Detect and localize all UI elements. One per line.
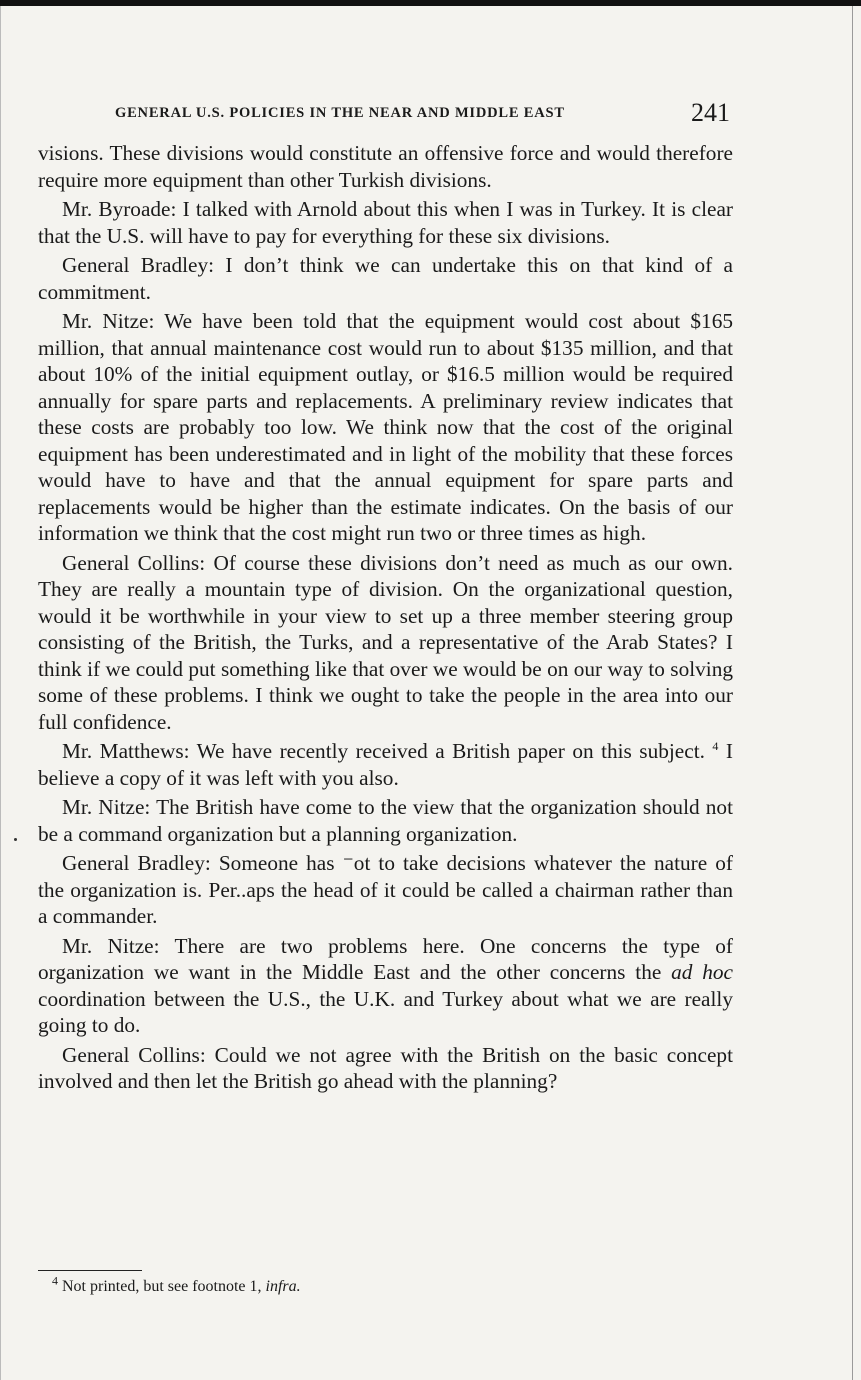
speaker-name: General Collins: (62, 1042, 206, 1067)
speaker-name: Mr. Nitze: (62, 309, 155, 333)
paragraph (38, 933, 733, 1039)
footnote-reference[interactable]: 4 (712, 738, 719, 753)
paragraph (38, 550, 733, 736)
paragraph-text: visions. These divisions would constitute an offensive force and would therefore require more equipment than other Turkish divisions. (38, 141, 733, 192)
footnote (52, 1273, 301, 1298)
footnote-text: Not printed, but see footnote 1, (62, 1278, 262, 1295)
paragraph (38, 1042, 733, 1095)
paragraph-text: Someone has ⁻ot to take decisions whatever the nature of the organization is. Per..aps the head of it could be called a chairman rather than a commander. (38, 851, 733, 928)
paragraph-text: I talked with Arnold about this when I was in Turkey. It is clear that the U.S. will have to pay for everything for these six divisions. (38, 197, 733, 248)
paragraph (38, 738, 733, 791)
paragraph-continuation (38, 140, 733, 193)
paragraph (38, 252, 733, 305)
paragraph-text: I believe a copy of it was left with you also. (38, 739, 733, 790)
paragraph-text: I don’t think we can undertake this on that kind of a commitment. (38, 253, 733, 304)
speaker-name: Mr. Byroade: (62, 197, 177, 221)
paragraph-text: The British have come to the view that the organization should not be a command organization but a planning organization. (38, 795, 733, 846)
speaker-name: General Collins: (62, 550, 206, 575)
body-text (38, 140, 733, 1098)
running-head (115, 98, 735, 130)
paragraph (38, 196, 733, 249)
paragraph-text: We have been told that the equipment would cost about $165 million, that annual maintenance cost would run to about $135 million, and that about 10% of the initial equipment outlay, or $16.5 million would be required annually for spare parts and replacements. A preliminary review indicates that these costs are probably too low. We think now that the cost of the original equipment has been underestimated and in light of the mobility that these forces would have to have and that the annual equipment for spare parts and replacements would be higher than the estimate indicates. On the basis of our information we think that the cost might run two or three times as high. (38, 309, 733, 545)
page-number: 241 (691, 98, 730, 127)
left-scan-edge (0, 6, 1, 1380)
paragraph-text: Could we not agree with the British on the basic concept involved and then let the British go ahead with the planning? (38, 1042, 733, 1093)
right-scan-edge (852, 6, 853, 1380)
speaker-name: Mr. Nitze: (62, 933, 160, 958)
footnote-divider (38, 1270, 142, 1271)
top-scan-edge (0, 0, 861, 6)
footnote-italic: infra. (265, 1278, 301, 1295)
paragraph-text: We have recently received a British paper on this subject. (196, 739, 705, 763)
paragraph (38, 794, 733, 847)
paragraph-text: Of course these divisions don’t need as much as our own. They are really a mountain type of division. On the organizational question, would it be worthwhile in your view to set up a three member steering group consisting of the British, the Turks, and a representative of the Arab States? I think if we could put something like that over we would be on our way to solving some of these problems. I think we ought to take the people in the area into our full confidence. (38, 550, 733, 734)
italic-term: ad hoc (671, 960, 734, 984)
paragraph (38, 308, 733, 547)
footnote-mark: 4 (52, 1273, 58, 1288)
paragraph (38, 850, 733, 930)
running-title: GENERAL U.S. POLICIES IN THE NEAR AND MIDDLE EAST (115, 105, 565, 121)
speaker-name: Mr. Nitze: (62, 795, 151, 819)
scan-speck (14, 838, 17, 841)
paragraph-text: There are two problems here. One concerns the type of organization we want in the Middle East and the other concerns the (38, 933, 733, 984)
speaker-name: Mr. Matthews: (62, 739, 190, 763)
speaker-name: General Bradley: (62, 851, 211, 875)
speaker-name: General Bradley: (62, 253, 215, 277)
paragraph-text: coordination between the U.S., the U.K. and Turkey about what we are really going to do. (38, 986, 733, 1037)
